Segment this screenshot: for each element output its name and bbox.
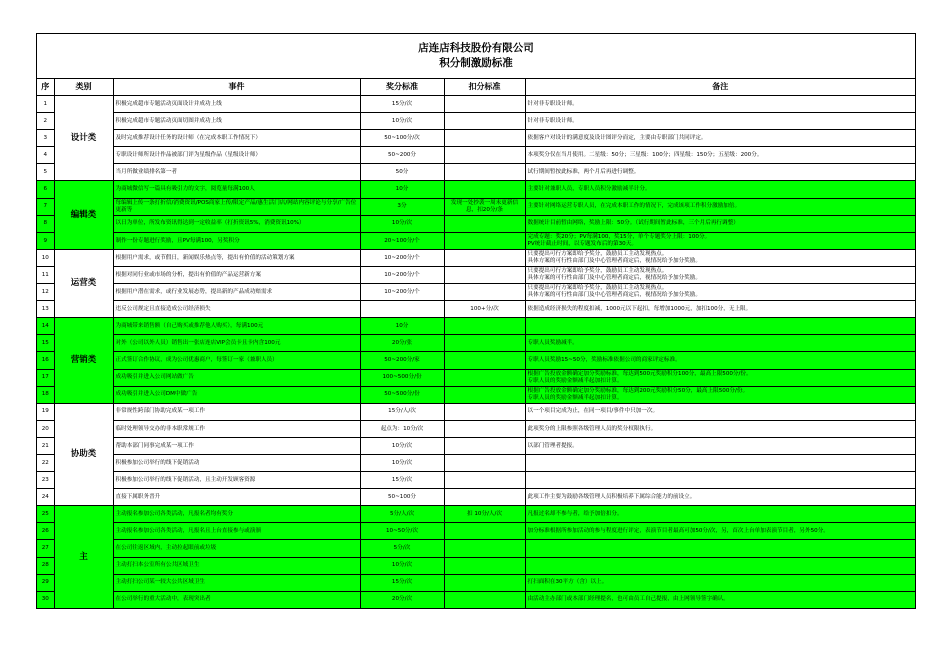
bonus-cell	[360, 301, 444, 318]
note-cell	[525, 318, 915, 335]
table-row	[37, 523, 915, 540]
row-number: 5	[37, 164, 54, 181]
event-cell: 积极参加公司举行的线下促销活动	[113, 454, 360, 471]
note-cell: 打扫面积在30平方（含）以上。	[525, 574, 915, 591]
row-number: 21	[37, 437, 54, 454]
event-cell: 积极完成超市专题活动页面设计并成功上线	[113, 96, 360, 113]
header-row	[37, 79, 915, 96]
note-cell: 依据客户对设计的满意度及设计图评分而定，主要由专职部门共同评定。	[525, 130, 915, 147]
note-cell	[525, 472, 915, 489]
event-cell: 专职设计师所设计作品被部门评为星级作品（星级设计师）	[113, 147, 360, 164]
note-cell: 加分标准根据所参加活动的参与程度进行评定，表演节目者最高可加50分/次，另，首次上台单加表演节目者，另外50分。	[525, 523, 915, 540]
table-row	[37, 454, 915, 471]
header-event: 事件	[113, 79, 360, 96]
table-row	[37, 489, 915, 506]
deduct-cell	[444, 147, 525, 164]
row-number: 29	[37, 574, 54, 591]
bonus-cell: 10分/次	[360, 454, 444, 471]
deduct-cell	[444, 523, 525, 540]
note-cell: 针对非专职设计师。	[525, 96, 915, 113]
event-cell: 当月所做业绩排名第一者	[113, 164, 360, 181]
header-bonus: 奖分标准	[360, 79, 444, 96]
deduct-cell	[444, 164, 525, 181]
note-cell: 以一个项目完成为止，在同一项目/事件中只加一次。	[525, 403, 915, 420]
category-cell: 设计类	[54, 96, 113, 181]
row-number: 23	[37, 472, 54, 489]
bonus-cell: 10分/次	[360, 215, 444, 232]
event-cell: 临时处理领导交办的非本职常规工作	[113, 420, 360, 437]
deduct-cell	[444, 369, 525, 386]
bonus-cell: 15分/次	[360, 96, 444, 113]
bonus-cell: 3分	[360, 198, 444, 215]
note-cell: 此项工作主要为鼓励各级管理人员积极培养下属综合能力的前设立。	[525, 489, 915, 506]
table-row	[37, 420, 915, 437]
bonus-cell: 5分/次	[360, 540, 444, 557]
deduct-cell	[444, 540, 525, 557]
deduct-cell	[444, 130, 525, 147]
table-row	[37, 591, 915, 608]
category-cell: 营销类	[54, 318, 113, 403]
event-cell: 主动报名参加公司各类活动，凡报名者均有奖分	[113, 506, 360, 523]
row-number: 25	[37, 506, 54, 523]
deduct-cell	[444, 386, 525, 403]
table-row	[37, 96, 915, 113]
table-row	[37, 403, 915, 420]
deduct-cell	[444, 472, 525, 489]
table-row	[37, 335, 915, 352]
note-cell: 数据统计目前暂由网络，奖励上限：50分。（试行期间暂此标准，三个月后再行调整）	[525, 215, 915, 232]
note-cell: 专职人员奖励减半。	[525, 335, 915, 352]
note-cell: 由活动主办部门或本部门经理提名，也可由员工自己提报，由上网领导签字确认。	[525, 591, 915, 608]
bonus-cell: 5分/人/次	[360, 506, 444, 523]
table-row	[37, 540, 915, 557]
row-number: 3	[37, 130, 54, 147]
deduct-cell	[444, 232, 525, 249]
table-row	[37, 130, 915, 147]
table-row	[37, 557, 915, 574]
note-cell: 完成专题：奖20分；PV每满100，奖15分，单个专题奖分上限：100分。 PV统计截止时间，以专题发布后的第30天。	[525, 232, 915, 249]
note-cell	[525, 540, 915, 557]
table-row	[37, 574, 915, 591]
note-cell: 以部门管理者提报。	[525, 437, 915, 454]
header-category: 类别	[54, 79, 113, 96]
row-number: 27	[37, 540, 54, 557]
category-cell: 编辑类	[54, 181, 113, 249]
row-number: 9	[37, 232, 54, 249]
category-cell: 运营类	[54, 249, 113, 317]
table-row	[37, 284, 915, 301]
deduct-cell	[444, 181, 525, 198]
event-cell: 成功吸引并进入公司DM中做广告	[113, 386, 360, 403]
bonus-cell: 10分/次	[360, 557, 444, 574]
note-cell	[525, 454, 915, 471]
company-name: 店连店科技股份有限公司	[418, 42, 534, 54]
deduct-cell	[444, 284, 525, 301]
table-row	[37, 232, 915, 249]
category-cell: 主	[54, 506, 113, 609]
note-cell: 专职人员奖励15~50分，奖励标准依据公司的商家评定标准。	[525, 352, 915, 369]
bonus-cell: 起点为：10分/次	[360, 420, 444, 437]
event-cell: 为商城微信写一篇具有吸引力的文字，阅览量每满100人	[113, 181, 360, 198]
deduct-cell	[444, 215, 525, 232]
bonus-cell: 100~500分/份	[360, 369, 444, 386]
event-cell: 根据用户需求，或节假日，新闻娱乐热点等，提出有价值的活动策划方案	[113, 249, 360, 266]
bonus-cell: 50~200分	[360, 147, 444, 164]
row-number: 22	[37, 454, 54, 471]
row-number: 2	[37, 113, 54, 130]
deduct-cell	[444, 318, 525, 335]
bonus-cell: 50~200分/家	[360, 352, 444, 369]
bonus-cell: 10分/次	[360, 437, 444, 454]
deduct-cell	[444, 591, 525, 608]
bonus-cell: 15分/次	[360, 472, 444, 489]
event-cell: 正式签订合作协议，成为公司优惠商户，每签订一家（兼职人员）	[113, 352, 360, 369]
deduct-cell	[444, 454, 525, 471]
table-row	[37, 301, 915, 318]
deduct-cell: 发现一处抄袭一周未更新信息，扣20分/条	[444, 198, 525, 215]
event-cell: 积极完成超市专题活动页面切图并成功上线	[113, 113, 360, 130]
incentive-table	[37, 79, 915, 609]
table-row	[37, 386, 915, 403]
bonus-cell: 10分	[360, 318, 444, 335]
table-row	[37, 113, 915, 130]
event-cell: 积极参加公司举行的线下促销活动，且主动开发顾客资源	[113, 472, 360, 489]
table-row	[37, 472, 915, 489]
table-row	[37, 369, 915, 386]
row-number: 18	[37, 386, 54, 403]
bonus-cell: 10~200分/个	[360, 266, 444, 283]
row-number: 11	[37, 266, 54, 283]
event-cell: 主动报名参加公司各类活动，凡报名且上台直接参与或演颁	[113, 523, 360, 540]
row-number: 7	[37, 198, 54, 215]
bonus-cell: 10~200分/个	[360, 249, 444, 266]
note-cell: 主要针对兼职人员，专职人员积分激励减半计分。	[525, 181, 915, 198]
deduct-cell	[444, 403, 525, 420]
row-number: 14	[37, 318, 54, 335]
bonus-cell: 10~200分/个	[360, 284, 444, 301]
note-cell: 此项奖分的上限参照各级管理人员的奖分权限执行。	[525, 420, 915, 437]
row-number: 16	[37, 352, 54, 369]
event-cell: 每编辑上传一条打折信/消费资讯/POS商家上传/限定产品/惠生活门店/网站内容评论与分享/广告位更新等	[113, 198, 360, 215]
sheet-title: 积分制激励标准	[439, 57, 513, 69]
row-number: 4	[37, 147, 54, 164]
event-cell: 为商城带来销售额（自己购买或推荐他人购买），每满100元	[113, 318, 360, 335]
note-cell: 依据造成经济损失的程度扣减，1000元以下起扣，每增加1000元，加扣100分，无上限。	[525, 301, 915, 318]
row-number: 28	[37, 557, 54, 574]
bonus-cell: 50~100分	[360, 489, 444, 506]
note-cell: 只要提出可行方案即给予奖分，鼓励员工主动发现热点。 具体方案的可行性由部门及中心管理者商定后，视情况给予加分奖励。	[525, 266, 915, 283]
deduct-cell	[444, 437, 525, 454]
deduct-cell	[444, 249, 525, 266]
event-cell: 对外（公司以外人员）销售出一张店连店VIP会员卡且卡内含100元	[113, 335, 360, 352]
table-row	[37, 198, 915, 215]
note-cell: 试行期间暂按此标准，两个月后再进行调整。	[525, 164, 915, 181]
event-cell: 制作一份专题进行奖励，且PV每满100，另奖积分	[113, 232, 360, 249]
event-cell: 直接下属职务晋升	[113, 489, 360, 506]
note-cell	[525, 557, 915, 574]
table-row	[37, 164, 915, 181]
event-cell: 非常规性跨部门协助完成某一项工作	[113, 403, 360, 420]
header-note: 备注	[525, 79, 915, 96]
event-cell: 违反公司规定且直接造成公司经济损失	[113, 301, 360, 318]
deduct-cell	[444, 266, 525, 283]
table-row	[37, 437, 915, 454]
event-cell: 主动打扫公司某一较大公共区域卫生	[113, 574, 360, 591]
deduct-cell	[444, 352, 525, 369]
deduct-cell	[444, 557, 525, 574]
event-cell: 以日为单位，所发布资讯得达到一定收益率（打折资讯5%，消费资讯10%）	[113, 215, 360, 232]
event-cell: 在公司举行的重大活动中，表现突出者	[113, 591, 360, 608]
row-number: 8	[37, 215, 54, 232]
note-cell: 主要针对网络运营专职人员，在完成本职工作的情况下，完成该项工作积分激励加倍。	[525, 198, 915, 215]
table-row	[37, 215, 915, 232]
row-number: 24	[37, 489, 54, 506]
bonus-cell: 15分/人/次	[360, 403, 444, 420]
bonus-cell: 10分/次	[360, 113, 444, 130]
event-cell: 根据用户潜在需求，或行业发展态势，提出新的产品成功赔需求	[113, 284, 360, 301]
bonus-cell: 50~100分/次	[360, 130, 444, 147]
event-cell: 主动打扫本公室所有公共区域卫生	[113, 557, 360, 574]
table-row	[37, 181, 915, 198]
note-cell: 根据广告投放金额确定加分奖励标准，每达到200元奖励积分50分，最高上限500分/份。 专职人员的奖励金额减半起加扣计算。	[525, 386, 915, 403]
title-block	[37, 34, 915, 79]
note-cell: 凡报过名却不参与者，给予加倍扣分。	[525, 506, 915, 523]
event-cell: 帮助本部门同事完成某一项工作	[113, 437, 360, 454]
event-cell: 成功吸引并进入公司网站做广告	[113, 369, 360, 386]
deduct-cell	[444, 96, 525, 113]
deduct-cell	[444, 420, 525, 437]
table-row	[37, 147, 915, 164]
table-row	[37, 352, 915, 369]
row-number: 6	[37, 181, 54, 198]
table-row	[37, 506, 915, 523]
spreadsheet	[36, 33, 916, 609]
event-cell: 根据对同行业或市场的分析，提出有价值的产品运营新方案	[113, 266, 360, 283]
bonus-cell: 20~100分/个	[360, 232, 444, 249]
table-body	[37, 96, 915, 609]
row-number: 19	[37, 403, 54, 420]
note-cell: 本项奖分仅在当月使用。二星级：50分；三星级：100分；四星级：150分；五星级：200分。	[525, 147, 915, 164]
bonus-cell: 10分	[360, 181, 444, 198]
note-cell: 针对非专职设计师。	[525, 113, 915, 130]
bonus-cell: 10~50分/次	[360, 523, 444, 540]
event-cell: 及时完成推荐设计任务的设计师（在完成本职工作情况下）	[113, 130, 360, 147]
deduct-cell: 扣 10分/人/次	[444, 506, 525, 523]
row-number: 12	[37, 284, 54, 301]
table-row	[37, 266, 915, 283]
deduct-cell: 100+分/次	[444, 301, 525, 318]
deduct-cell	[444, 113, 525, 130]
row-number: 26	[37, 523, 54, 540]
row-number: 30	[37, 591, 54, 608]
header-no: 序	[37, 79, 54, 96]
bonus-cell: 20分/张	[360, 335, 444, 352]
bonus-cell: 20分/次	[360, 591, 444, 608]
table-row	[37, 249, 915, 266]
deduct-cell	[444, 574, 525, 591]
row-number: 15	[37, 335, 54, 352]
note-cell: 只要提出可行方案即给予奖分，鼓励员工主动发现热点。 具体方案的可行性由部门及中心管理者商定后，视情况给予加分奖励。	[525, 249, 915, 266]
bonus-cell: 50~500分/份	[360, 386, 444, 403]
bonus-cell: 15分/次	[360, 574, 444, 591]
header-deduct: 扣分标准	[444, 79, 525, 96]
bonus-cell: 50分	[360, 164, 444, 181]
row-number: 13	[37, 301, 54, 318]
note-cell: 只要提出可行方案即给予奖分，鼓励员工主动发现热点。 具体方案的可行性由部门及中心管理者商定后，视情况给予加分奖励。	[525, 284, 915, 301]
row-number: 1	[37, 96, 54, 113]
row-number: 17	[37, 369, 54, 386]
category-cell: 协助类	[54, 403, 113, 506]
event-cell: 在公司往返区域内，主动拉起眼前或垃圾	[113, 540, 360, 557]
note-cell: 根据广告投放金额确定加分奖励标准，每达到500元奖励积分100分，最高上限500分/份。 专职人员的奖励金额减半起加扣计算。	[525, 369, 915, 386]
table-row	[37, 318, 915, 335]
row-number: 20	[37, 420, 54, 437]
deduct-cell	[444, 489, 525, 506]
deduct-cell	[444, 335, 525, 352]
row-number: 10	[37, 249, 54, 266]
